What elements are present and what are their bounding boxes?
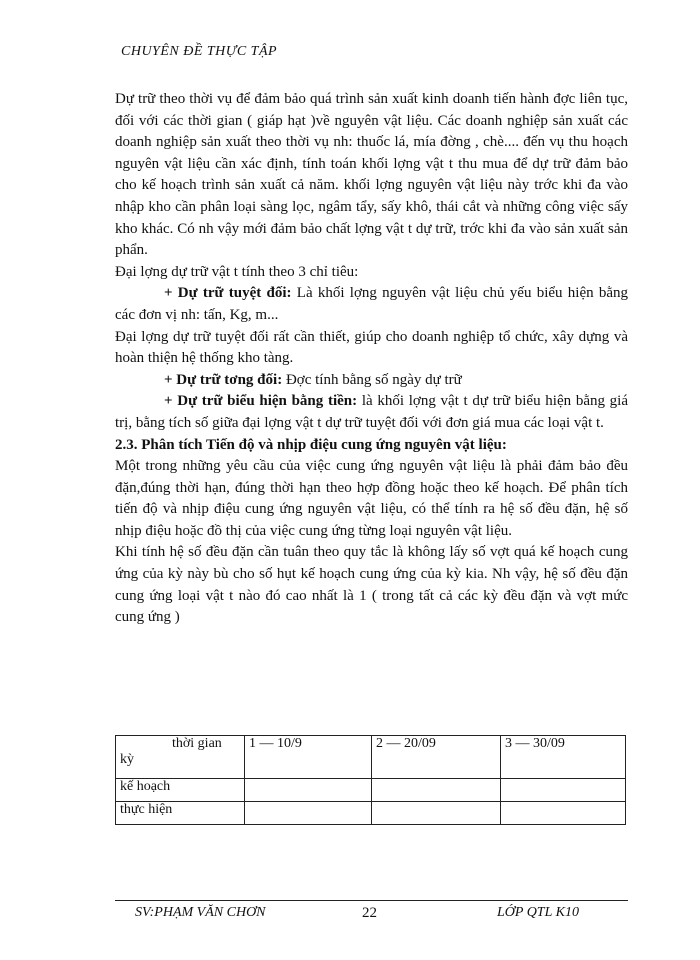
table-cell [245, 802, 372, 825]
paragraph-reserve-seasonal: Dự trữ theo thời vụ để đảm bảo quá trình sản xuất kinh doanh tiến hành đợc liên tục, đối với các thời gian ( giáp hạt )về nguyên vật liệu. Các doanh nghiệp sản xuất các doanh nghiệp sản xuất theo thời vụ nh: thuốc lá, mía đờng , chè.... đến vụ thu hoạch nguyên vật liệu cần xác định, tính toán khối lợng vật t thu mua để dự trữ đảm bảo cho kế hoạch trình sản xuất cả năm. khối lợng nguyên vật liệu này trớc khi đa vào nhập kho cần phân loại sàng lọc, ngâm tẩy, sấy khô, thái cắt và những công việc sấy kho khác. Có nh vậy mới đảm bảo chất lợng vật t dự trữ, trớc khi đa vào sản xuất sản phẩn. [115, 91, 628, 259]
row-label: thực hiện [116, 802, 245, 825]
bullet-label: + Dự trữ tơng đối: [164, 371, 283, 388]
table-header-cell [116, 736, 245, 779]
bullet-text: Đợc tính bằng số ngày dự trữ [282, 371, 462, 388]
bullet-monetary-reserve [115, 391, 628, 434]
table-cell [501, 802, 626, 825]
paragraph-regularity-rule: Khi tính hệ số đều đặn cần tuân theo quy tắc là không lấy số vợt quá kế hoạch cung ứng của kỳ này bù cho số hụt kế hoạch cung ứng của kỳ kia. Nh vậy, hệ số đều đặn cung ứng loại vật t nào đó cao nhất là 1 ( trong tất cả các kỳ đều đặn và vợt mức cung ứng ) [115, 544, 628, 626]
supply-schedule-table [115, 735, 626, 825]
paragraph-absolute-reserve: Đại lợng dự trữ tuyệt đối rất cần thiết, giúp cho doanh nghiệp tổ chức, xây dựng và hoàn thiện hệ thống kho tàng. [115, 328, 628, 367]
bullet-label: + Dự trữ tuyệt đối: [164, 285, 292, 302]
paragraph-reserve-indicators: Đại lợng dự trữ vật t tính theo 3 chỉ tiêu: [115, 263, 359, 280]
page-number: 22 [362, 905, 377, 921]
page-header: CHUYÊN ĐỀ THỰC TẬP [121, 44, 278, 59]
bullet-relative-reserve [115, 370, 628, 392]
table-cell [372, 802, 501, 825]
footer-divider [115, 900, 628, 901]
table-row [116, 779, 626, 802]
table-header-cell: 3 — 30/09 [501, 736, 626, 779]
table-cell [245, 779, 372, 802]
footer-class: LỚP QTL K10 [497, 905, 579, 920]
document-body [115, 89, 628, 629]
paragraph-supply-requirement: Một trong những yêu cầu của việc cung ứng nguyên vật liệu là phải đảm bảo đều đặn,đúng thời hạn, đúng thời hạn theo hợp đồng hoặc theo kế hoạch. Để phân tích tiến độ và nhịp điệu cung ứng nguyên vật liệu, có thể tính ra hệ số đều đặn, hệ số nhịp điệu hoặc đồ thị của việc cung ứng từng loại nguyên vật liệu. [115, 458, 628, 539]
table-cell [501, 779, 626, 802]
table-cell [372, 779, 501, 802]
table-header-row [116, 736, 626, 779]
table-header-cell: 2 — 20/09 [372, 736, 501, 779]
table-header-cell: 1 — 10/9 [245, 736, 372, 779]
bullet-text: là khối lợng vật t dự trữ biểu hiện bằng giá trị, bằng tích số giữa đại lợng vật t dự trữ tuyệt đối với đơn giá mua các loại vật t. [115, 393, 628, 431]
header-time-label: thời gian [172, 736, 222, 751]
bullet-absolute-reserve [115, 283, 628, 326]
header-period-label: kỳ [120, 752, 134, 767]
section-heading: 2.3. Phân tích Tiến độ và nhịp điệu cung ứng nguyên vật liệu: [115, 436, 507, 453]
footer-student: SV:PHẠM VĂN CHƠN [135, 905, 266, 920]
row-label: kế hoạch [116, 779, 245, 802]
table-row [116, 802, 626, 825]
bullet-text: Là khối lợng nguyên vật liệu chủ yếu biểu hiện bằng các đơn vị nh: tấn, Kg, m... [115, 285, 629, 323]
bullet-label: + Dự trữ biểu hiện bằng tiền: [164, 393, 358, 410]
